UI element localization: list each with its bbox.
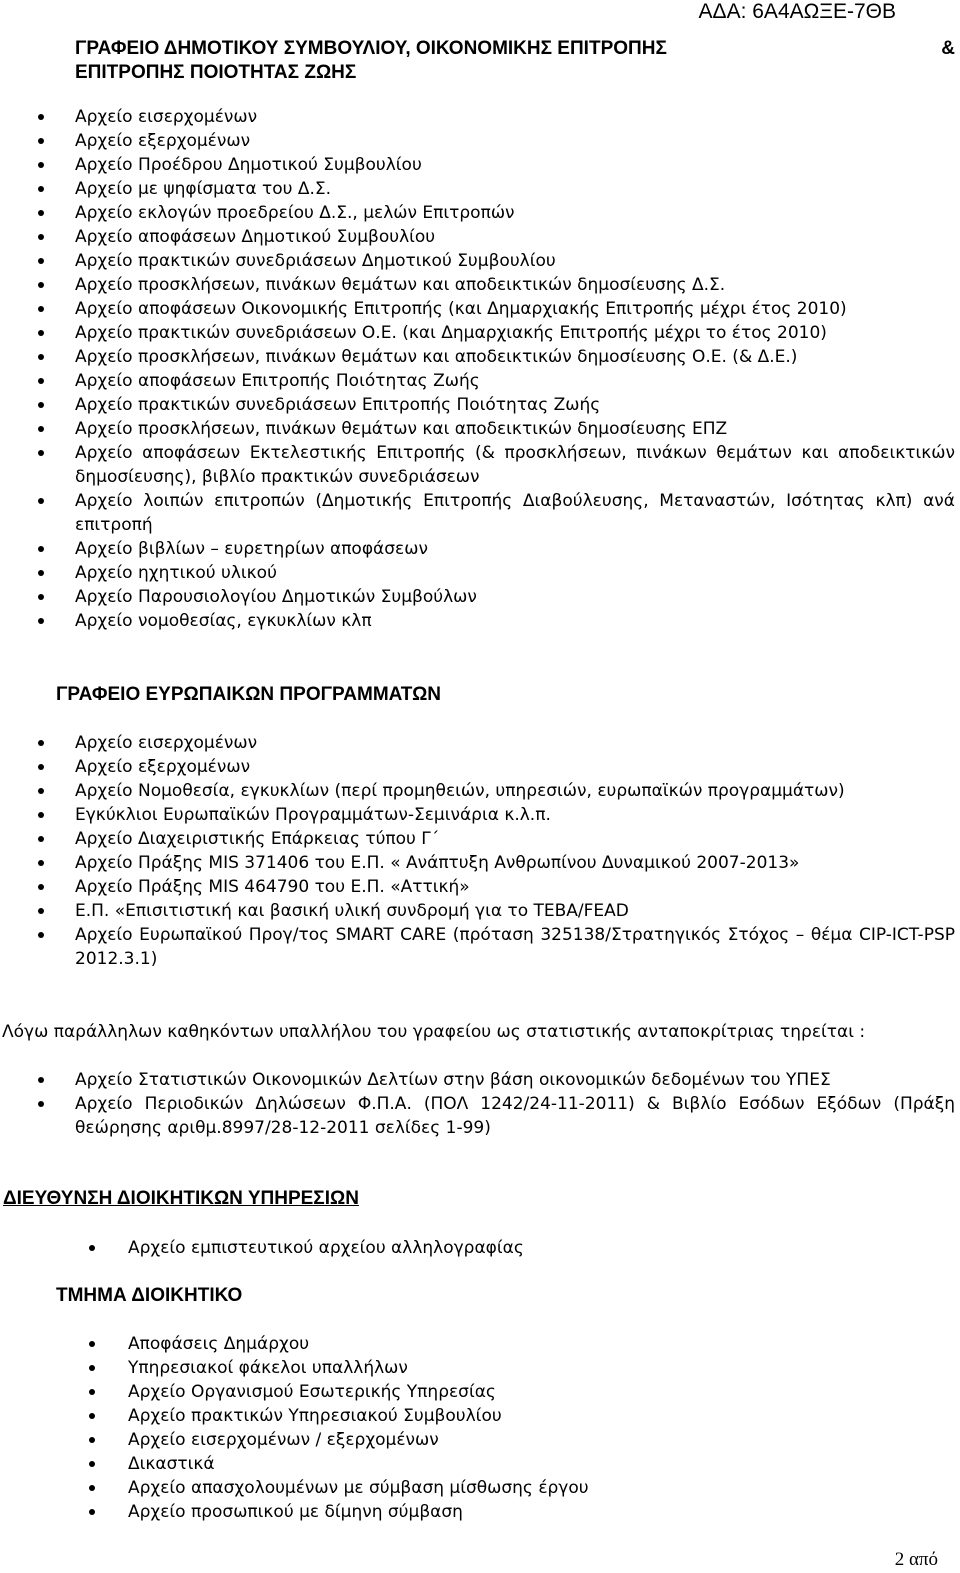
list-item: Αρχείο εξερχομένων [75, 129, 955, 153]
administrative-services-list [128, 1236, 948, 1260]
list-item: Αρχείο πρακτικών συνεδριάσεων Επιτροπής Ποιότητας Ζωής [75, 393, 955, 417]
title-line-1-left: ΓΡΑΦΕΙΟ ΔΗΜΟΤΙΚΟΥ ΣΥΜΒΟΥΛΙΟΥ, ΟΙΚΟΝΟΜΙΚΗΣ ΕΠΙΤΡΟΠΗΣ [75, 38, 667, 59]
ada-code: ΑΔΑ: 6Α4ΑΩΞΕ-7ΘΒ [698, 0, 896, 23]
list-item: Δικαστικά [128, 1452, 948, 1476]
list-item: Αρχείο με ψηφίσματα του Δ.Σ. [75, 177, 955, 201]
list-item: Εγκύκλιοι Ευρωπαϊκών Προγραμμάτων-Σεμινάρια κ.λ.π. [75, 803, 955, 827]
list-item: Αρχείο Περιοδικών Δηλώσεων Φ.Π.Α. (ΠΟΛ 1242/24-11-2011) & Βιβλίο Εσόδων Εξόδων (Πράξη θεώρησης αριθμ.8997/28-12-2011 σελίδες 1-99) [75, 1094, 955, 1138]
list-item: Αρχείο εισερχομένων / εξερχομένων [128, 1428, 948, 1452]
list-item: Αρχείο Διαχειριστικής Επάρκειας τύπου Γ΄ [75, 827, 955, 851]
page-number: 2 από [894, 1549, 938, 1570]
list-item: Αρχείο αποφάσεων Δημοτικού Συμβουλίου [75, 225, 955, 249]
list-item: Αρχείο πρακτικών συνεδριάσεων Δημοτικού Συμβουλίου [75, 249, 955, 273]
list-item: Αρχείο Οργανισμού Εσωτερικής Υπηρεσίας [128, 1380, 948, 1404]
list-item: Αρχείο αποφάσεων Επιτροπής Ποιότητας Ζωής [75, 369, 955, 393]
list-item: Αρχείο Πράξης MIS 371406 του Ε.Π. « Ανάπτυξη Ανθρωπίνου Δυναμικού 2007-2013» [75, 851, 955, 875]
list-item: Αρχείο εμπιστευτικού αρχείου αλληλογραφίας [128, 1236, 948, 1260]
list-item: Αρχείο Παρουσιολογίου Δημοτικών Συμβούλων [75, 585, 955, 609]
administrative-department-list [128, 1332, 948, 1524]
list-item: Αρχείο προσκλήσεων, πινάκων θεμάτων και αποδεικτικών δημοσίευσης Δ.Σ. [75, 273, 955, 297]
list-item: Αρχείο προσκλήσεων, πινάκων θεμάτων και αποδεικτικών δημοσίευσης Ο.Ε. (& Δ.Ε.) [75, 345, 955, 369]
administrative-services-heading: ΔΙΕΥΘΥΝΣΗ ΔΙΟΙΚΗΤΙΚΩΝ ΥΠΗΡΕΣΙΩΝ [3, 1188, 359, 1209]
list-item: Αρχείο εισερχομένων [75, 105, 955, 129]
list-item: Αρχείο εισερχομένων [75, 731, 955, 755]
statistics-paragraph: Λόγω παράλληλων καθηκόντων υπαλλήλου του γραφείου ως στατιστικής ανταποκρίτριας τηρείται : [2, 1022, 866, 1042]
list-item: Αρχείο βιβλίων – ευρετηρίων αποφάσεων [75, 537, 955, 561]
council-archive-list [75, 105, 955, 633]
list-item: Αρχείο προσωπικού με δίμηνη σύμβαση [128, 1500, 948, 1524]
list-item: Αρχείο πρακτικών Υπηρεσιακού Συμβουλίου [128, 1404, 948, 1428]
list-item: Αρχείο Προέδρου Δημοτικού Συμβουλίου [75, 153, 955, 177]
title-line-2: ΕΠΙΤΡΟΠΗΣ ΠΟΙΟΤΗΤΑΣ ΖΩΗΣ [75, 62, 357, 83]
european-programs-list [75, 731, 955, 971]
list-item: Αρχείο Νομοθεσία, εγκυκλίων (περί προμηθειών, υπηρεσιών, ευρωπαϊκών προγραμμάτων) [75, 779, 955, 803]
list-item: Αρχείο Ευρωπαϊκού Προγ/τος SMART CARE (πρόταση 325138/Στρατηγικός Στόχος – θέμα CIP-ICT-PSP 2012.3.1) [75, 925, 955, 969]
list-item: Υπηρεσιακοί φάκελοι υπαλλήλων [128, 1356, 948, 1380]
administrative-department-heading: ΤΜΗΜΑ ΔΙΟΙΚΗΤΙΚΟ [56, 1285, 243, 1306]
list-item: Αρχείο νομοθεσίας, εγκυκλίων κλπ [75, 609, 955, 633]
european-programs-heading: ΓΡΑΦΕΙΟ ΕΥΡΩΠΑΙΚΩΝ ΠΡΟΓΡΑΜΜΑΤΩΝ [56, 684, 442, 705]
statistics-archive-list [75, 1068, 955, 1140]
list-item: Αρχείο αποφάσεων Οικονομικής Επιτροπής (και Δημαρχιακής Επιτροπής μέχρι έτος 2010) [75, 297, 955, 321]
list-item: Αρχείο εξερχομένων [75, 755, 955, 779]
list-item: Ε.Π. «Επισιτιστική και βασική υλική συνδρομή για το ΤΕΒΑ/FEAD [75, 899, 955, 923]
list-item: Αρχείο απασχολουμένων με σύμβαση μίσθωσης έργου [128, 1476, 948, 1500]
list-item: Αρχείο Πράξης MIS 464790 του Ε.Π. «Αττική» [75, 875, 955, 899]
page-title [75, 37, 955, 85]
list-item: Αρχείο αποφάσεων Εκτελεστικής Επιτροπής (& προσκλήσεων, πινάκων θεμάτων και αποδεικτικών δημοσίευσης), βιβλίο πρακτικών συνεδριάσεων [75, 443, 955, 487]
list-item: Αρχείο λοιπών επιτροπών (Δημοτικής Επιτροπής Διαβούλευσης, Μεταναστών, Ισότητας κλπ) ανά επιτροπή [75, 491, 955, 535]
list-item: Αρχείο Στατιστικών Οικονομικών Δελτίων στην βάση οικονομικών δεδομένων του ΥΠΕΣ [75, 1068, 955, 1092]
list-item: Αποφάσεις Δημάρχου [128, 1332, 948, 1356]
title-line-1 [75, 37, 955, 61]
list-item: Αρχείο εκλογών προεδρείου Δ.Σ., μελών Επιτροπών [75, 201, 955, 225]
list-item: Αρχείο πρακτικών συνεδριάσεων Ο.Ε. (και Δημαρχιακής Επιτροπής μέχρι το έτος 2010) [75, 321, 955, 345]
title-line-1-right: & [941, 38, 955, 59]
list-item: Αρχείο προσκλήσεων, πινάκων θεμάτων και αποδεικτικών δημοσίευσης ΕΠΖ [75, 417, 955, 441]
list-item: Αρχείο ηχητικού υλικού [75, 561, 955, 585]
